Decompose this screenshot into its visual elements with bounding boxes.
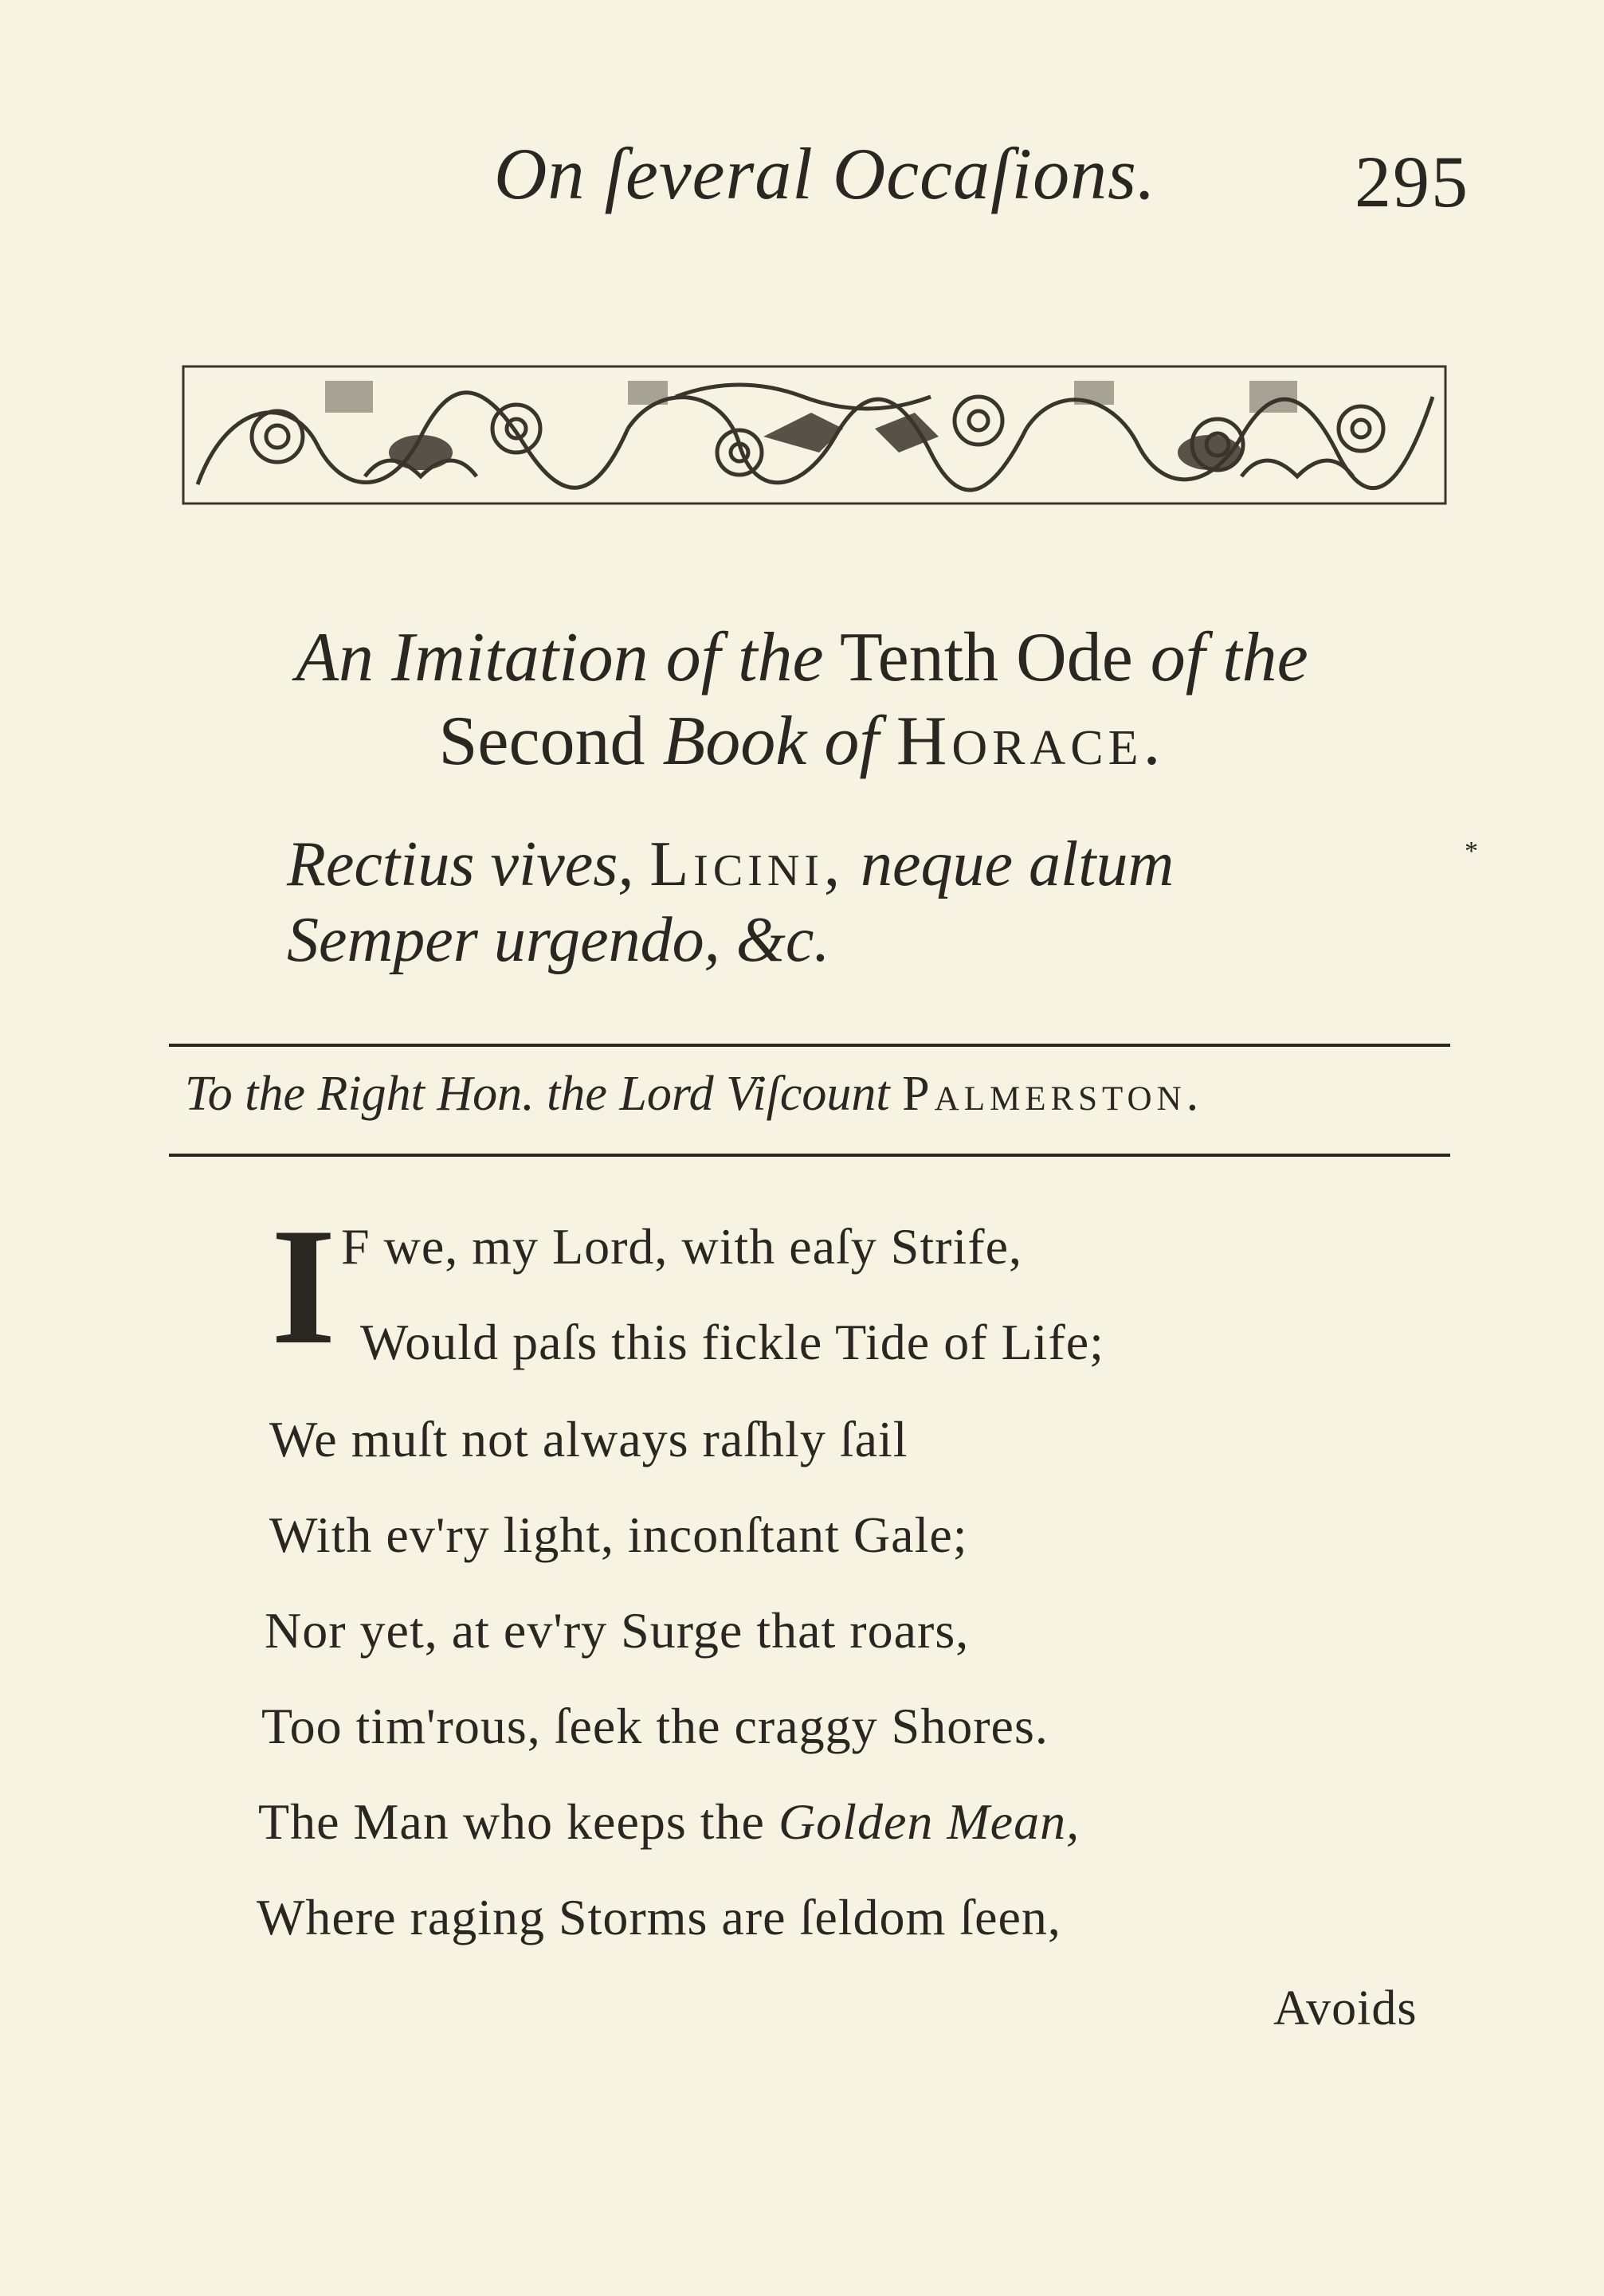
motto-line-1-a: Rectius vives, [287,829,634,899]
page-number: 295 [1355,141,1469,222]
rule-bottom [169,1154,1450,1157]
poem-line-7-italic: Golden Mean, [778,1793,1080,1850]
poem-line-4: With ev'ry light, inconſtant Gale; [269,1507,968,1563]
poem-title-line-1 [0,617,1604,698]
poem-line-7 [258,1793,1080,1851]
dedication-name: Palmerston. [902,1067,1204,1121]
poem-line-5: Nor yet, at ev'ry Surge that roars, [265,1602,970,1659]
motto-line-1-c: neque altum [860,829,1175,899]
poem-title-line-2 [0,701,1604,782]
poem-line-2: Would paſs this fickle Tide of Life; [360,1314,1104,1370]
latin-motto-line-1 [287,829,1174,901]
motto-line-1-name: Licini, [649,829,845,899]
poem-line-8: Where raging Storms are ſeldom ſeen, [257,1889,1061,1945]
catchword: Avoids [1273,1981,1418,2035]
drop-cap: I [271,1194,336,1379]
title-line-1-italic-a: An Imitation of the [296,619,824,696]
dedication [185,1066,1203,1123]
title-author: Horace. [896,703,1166,780]
rule-top [169,1044,1450,1047]
title-line-1-roman: Tenth Ode [840,619,1133,696]
title-line-1-italic-b: of the [1150,619,1308,696]
decorative-headpiece [182,365,1447,505]
poem-line-3: We muſt not always raſhly ſail [269,1411,908,1467]
latin-motto-line-2: Semper urgendo, &c. [287,905,830,975]
title-line-2-roman: Second [438,703,645,780]
dedication-italic: To the Right Hon. the Lord Viſcount [185,1067,890,1121]
title-line-2-italic: Book of [662,703,879,780]
poem-line-1: F we, my Lord, with eaſy Strife, [341,1218,1022,1275]
poem-line-6: Too tim'rous, ſeek the craggy Shores. [261,1698,1049,1754]
poem-line-7-roman: The Man who keeps the [258,1793,765,1850]
running-head-title: On ſeveral Occaſions. [494,133,1156,214]
running-head [0,131,1604,227]
footnote-mark: * [1465,837,1478,866]
